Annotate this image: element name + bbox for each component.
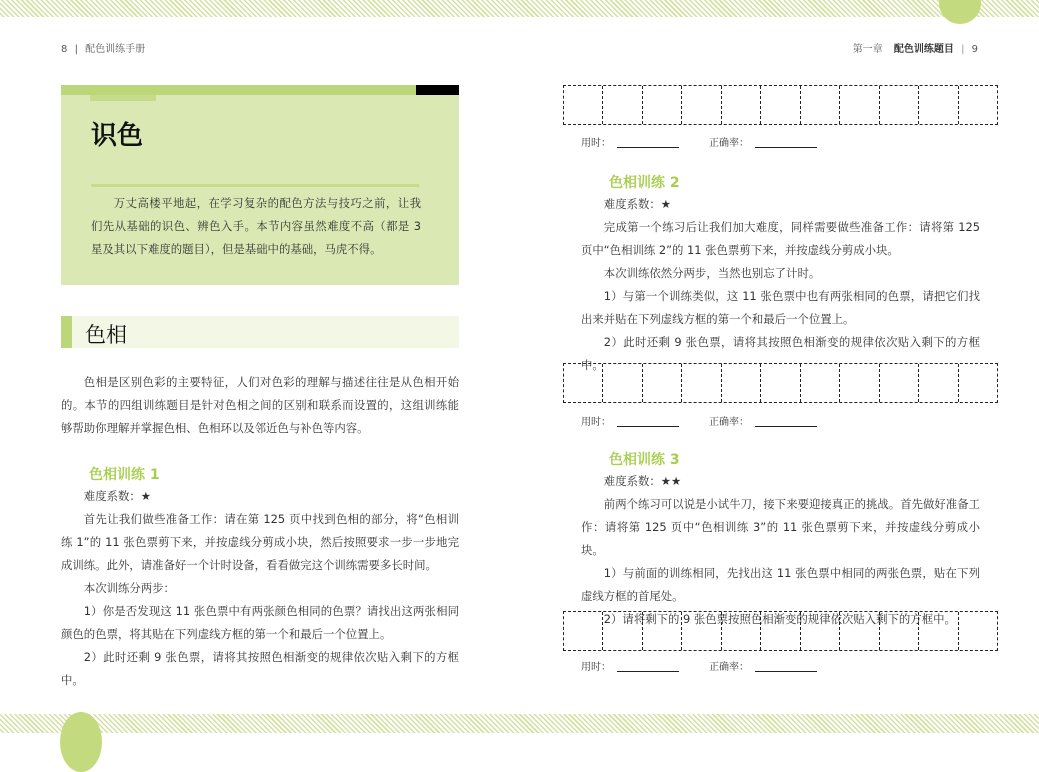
intro-text: 万丈高楼平地起，在学习复杂的配色方法与技巧之前，让我们先从基础的识色、辨色入手。本节内容虽然难度不高（都是 3 星及其以下难度的题目），但是基础中的基础，马虎不得。 [91, 196, 421, 256]
grid-cell[interactable] [880, 364, 919, 402]
intro-box-tab [90, 95, 156, 101]
answer-grid-1[interactable] [563, 85, 998, 125]
exercise-2-title: 色相训练 2 [609, 175, 680, 191]
exercise-1-paragraph: 首先让我们做些准备工作：请在第 125 页中找到色相的部分，将“色相训练 1”的 11 张色票剪下来，并按虚线分剪成小块，然后按照要求一步一步地完成训练。此外，请准备好一个计时设备，看看做完这个训练需要多长时间。 [61, 512, 459, 572]
section-paragraph: 色相是区别色彩的主要特征，人们对色彩的理解与描述往往是从色相开始的。本节的四组训练题目是针对色相之间的区别和联系而设置的，这组训练能够帮助你理解并掌握色相、色相环以及邻近色与补色等内容。 [61, 375, 459, 435]
grid-cell[interactable] [564, 612, 603, 650]
grid-cell[interactable] [722, 86, 761, 124]
exercise-1-paragraph: 本次训练分两步： [83, 581, 175, 595]
intro-box [61, 85, 459, 285]
grid-cell[interactable] [801, 86, 840, 124]
left-page-header: 8 | 配色训练手册 [61, 44, 146, 55]
grid-cell[interactable] [682, 364, 721, 402]
exercise-2-paragraph: 1）与第一个训练类似，这 11 张色票中也有两张相同的色票，请把它们找出来并贴在下列虚线方框的第一个和最后一个位置上。 [581, 289, 980, 326]
intro-box-black-block [416, 85, 459, 95]
exercise-1-difficulty: 难度系数：★ [83, 489, 151, 503]
grid-cell[interactable] [840, 364, 879, 402]
bottom-left-circle-decoration [60, 712, 102, 772]
grid-cell[interactable] [959, 364, 997, 402]
answer-meta-1: 用时： 正确率： [581, 134, 817, 149]
section-heading [61, 316, 459, 348]
right-page-header: 第一章 配色训练题目 | 9 [852, 44, 978, 55]
exercise-3-title: 色相训练 3 [609, 452, 680, 468]
grid-cell[interactable] [603, 612, 642, 650]
grid-cell[interactable] [880, 86, 919, 124]
grid-cell[interactable] [643, 86, 682, 124]
top-stripe-band [0, 0, 1039, 17]
grid-cell[interactable] [919, 364, 958, 402]
answer-meta-3: 用时： 正确率： [581, 658, 817, 673]
exercise-3-paragraph: 1）与前面的训练相同，先找出这 11 张色票中相同的两张色票，贴在下列虚线方框的首尾处。 [581, 566, 980, 603]
grid-cell[interactable] [722, 612, 761, 650]
answer-grid-2[interactable] [563, 363, 998, 403]
intro-box-top-bar [61, 85, 459, 95]
section-heading-bar [61, 316, 72, 348]
accuracy-blank[interactable] [755, 426, 817, 427]
grid-cell[interactable] [761, 612, 800, 650]
exercise-3-paragraph: 2）请将剩下的 9 张色票按照色相渐变的规律依次贴入剩下的方框中。 [603, 612, 956, 626]
time-blank[interactable] [617, 671, 679, 672]
book-title: 配色训练手册 [85, 44, 146, 55]
accuracy-blank[interactable] [755, 671, 817, 672]
exercise-3-paragraph: 前两个练习可以说是小试牛刀，接下来要迎接真正的挑战。首先做好准备工作：请将第 125 页中“色相训练 3”的 11 张色票剪下来，并按虚线分剪成小块。 [581, 497, 980, 557]
exercise-2-paragraph: 2）此时还剩 9 张色票，请将其按照色相渐变的规律依次贴入剩下的方框中。 [581, 335, 980, 372]
intro-title: 识色 [91, 121, 144, 151]
exercise-1-title: 色相训练 1 [89, 467, 160, 483]
section-title: 色相 [85, 323, 127, 347]
grid-cell[interactable] [603, 86, 642, 124]
grid-cell[interactable] [603, 364, 642, 402]
answer-grid-3[interactable] [563, 611, 998, 651]
grid-cell[interactable] [919, 86, 958, 124]
exercise-2-difficulty: 难度系数：★ [603, 197, 671, 211]
grid-cell[interactable] [840, 612, 879, 650]
exercise-3-difficulty: 难度系数：★★ [603, 474, 682, 488]
exercise-3 [581, 450, 980, 631]
time-blank[interactable] [617, 426, 679, 427]
exercise-2-paragraph: 完成第一个练习后让我们加大难度，同样需要做些准备工作：请将第 125 页中“色相训练 2”的 11 张色票剪下来，并按虚线分剪成小块。 [581, 220, 980, 257]
grid-cell[interactable] [959, 86, 997, 124]
exercise-1 [61, 465, 459, 692]
grid-cell[interactable] [840, 86, 879, 124]
grid-cell[interactable] [682, 612, 721, 650]
grid-cell[interactable] [761, 364, 800, 402]
answer-meta-2: 用时： 正确率： [581, 413, 817, 428]
intro-divider [91, 184, 419, 187]
grid-cell[interactable] [722, 364, 761, 402]
exercise-2 [581, 173, 980, 377]
exercise-1-paragraph: 1）你是否发现这 11 张色票中有两张颜色相同的色票？请找出这两张相同颜色的色票，将其贴在下列虚线方框的第一个和最后一个位置上。 [61, 604, 459, 641]
grid-cell[interactable] [682, 86, 721, 124]
bottom-stripe-band [0, 714, 1039, 733]
grid-cell[interactable] [801, 612, 840, 650]
grid-cell[interactable] [880, 612, 919, 650]
chapter-label: 第一章 [852, 44, 883, 55]
grid-cell[interactable] [919, 612, 958, 650]
grid-cell[interactable] [761, 86, 800, 124]
grid-cell[interactable] [564, 364, 603, 402]
grid-cell[interactable] [564, 86, 603, 124]
page-number: 8 [61, 44, 68, 55]
top-right-circle-decoration [939, 0, 981, 24]
grid-cell[interactable] [801, 364, 840, 402]
grid-cell[interactable] [643, 612, 682, 650]
grid-cell[interactable] [643, 364, 682, 402]
page-number: 9 [971, 44, 978, 55]
exercise-2-paragraph: 本次训练依然分两步，当然也别忘了计时。 [603, 266, 821, 280]
grid-cell[interactable] [959, 612, 997, 650]
exercise-1-paragraph: 2）此时还剩 9 张色票，请将其按照色相渐变的规律依次贴入剩下的方框中。 [61, 650, 459, 687]
chapter-title: 配色训练题目 [893, 44, 954, 55]
time-blank[interactable] [617, 147, 679, 148]
accuracy-blank[interactable] [755, 147, 817, 148]
